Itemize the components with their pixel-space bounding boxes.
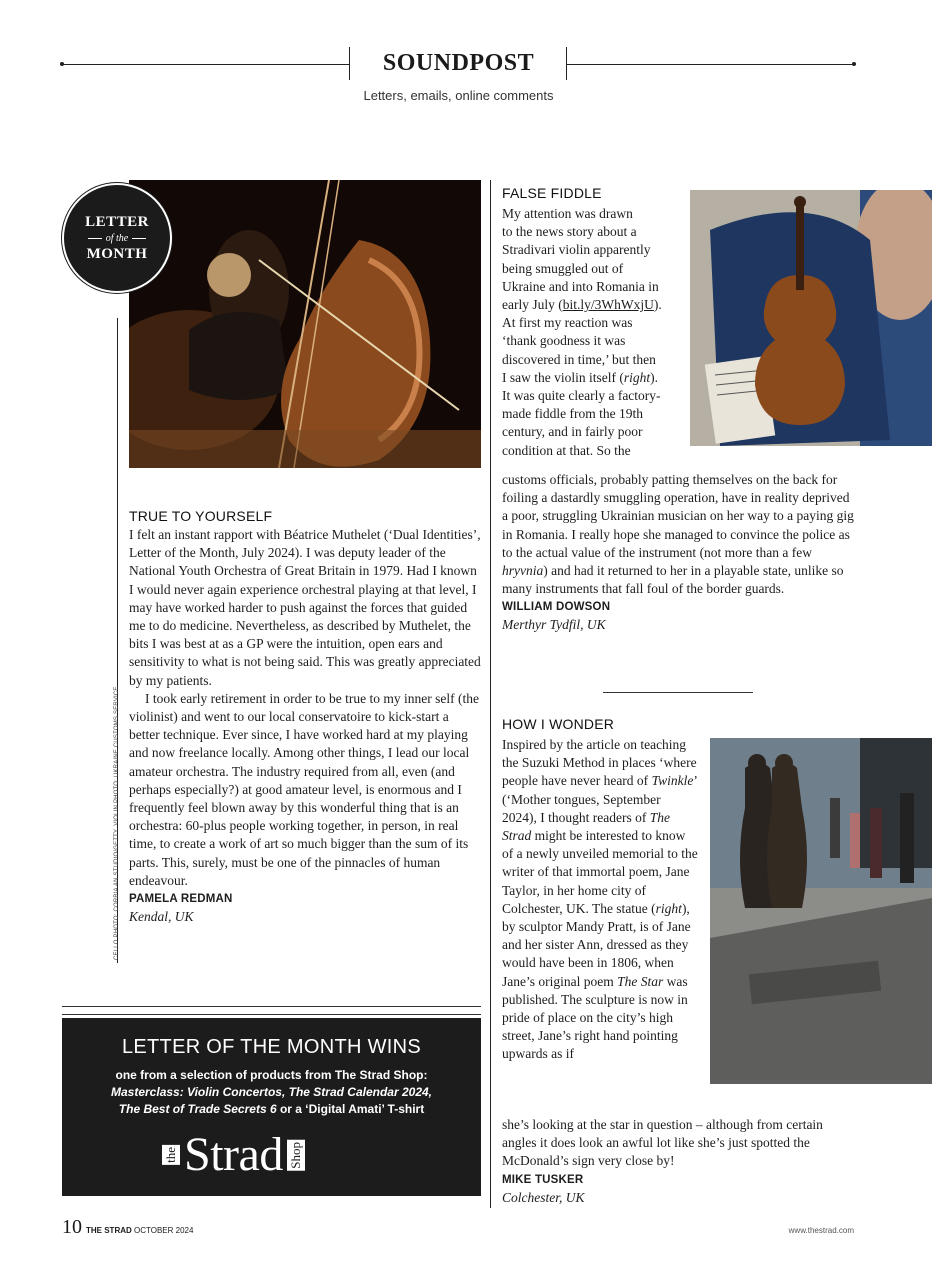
header-rule-left [62, 64, 350, 65]
photo-credit: CELLO PHOTO: CORBIA AN STUDIO/GETTY. VIOLIN PHOTO: UKRAINE CUSTOMS SERVICE [114, 686, 120, 960]
logo-shop: Shop [287, 1141, 303, 1169]
letter1-place: Kendal, UK [129, 909, 194, 925]
letter2-line: to the news story about a [502, 224, 637, 240]
letter3-author: MIKE TUSKER [502, 1173, 584, 1186]
badge-month: MONTH [86, 246, 148, 262]
header-rule-right [567, 64, 854, 65]
letter3-narrow-text: Inspired by the article on teaching the Suzuki Method in places ‘where people have never heard of Twinkle’ (‘Mother tongues, September 2024), I thought readers of The Strad might be interested to know of a newly unveiled memorial to the writer of that immortal poem, Jane Taylor, in her home city of Colchester, UK. The statue (right), by sculptor Mandy Pratt, is of Jane and her sister Ann, dressed as they would have been in 1806, when Jane’s original poem The Star was published. The sculpture is now in pride of place on the city’s high street, Jane’s right hand pointing upwards as if [502, 737, 698, 1062]
letter2-author: WILLIAM DOWSON [502, 601, 611, 614]
letter2-line: discovered in time,’ but then [502, 351, 656, 367]
the-strad-shop-logo [162, 1130, 305, 1180]
badge-of-the: of the [64, 233, 170, 244]
wins-title: LETTER OF THE MONTH WINS [121, 1036, 422, 1058]
letter3-wide-body [502, 1116, 858, 1207]
letter2-line: It was quite clearly a factory- [502, 388, 661, 404]
footer-magazine: THE STRAD OCTOBER 2024 [86, 1226, 194, 1235]
letter-of-the-month-badge [62, 183, 172, 293]
wins-line-1: one from a selection of products from The Strad Shop: [115, 1068, 428, 1082]
cello-photo [129, 180, 481, 468]
letter2-line: At first my reaction was [502, 315, 633, 331]
letter3-wide-text: she’s looking at the star in question – although from certain angles it does look an awful lot like she’s just spotted the McDonald’s sign very close by! [502, 1117, 823, 1169]
section-title: SOUNDPOST [382, 50, 535, 76]
wins-line-2: Masterclass: Violin Concertos, The Strad Calendar 2024, [111, 1085, 432, 1099]
letter3-narrow-body [502, 736, 698, 1064]
wins-line-3: The Best of Trade Secrets 6 or a ‘Digital Amati’ T-shirt [118, 1102, 425, 1116]
section-subtitle: Letters, emails, online comments [363, 88, 554, 103]
logo-strad: Strad [184, 1128, 283, 1181]
letter2-line: ‘thank goodness it was [502, 333, 626, 349]
letter2-line: made fiddle from the 19th [502, 406, 643, 422]
letter1-headline: TRUE TO YOURSELF [129, 508, 273, 524]
letter2-narrow-body [502, 205, 687, 460]
logo-the: the [163, 1147, 178, 1163]
letter2-headline: FALSE FIDDLE [502, 185, 602, 201]
letter2-line-link: early July (bit.ly/3WhWxjU). [502, 297, 662, 313]
letter2-line: being smuggled out of [502, 260, 624, 276]
letter2-line-right: I saw the violin itself (right). [502, 369, 658, 385]
letter1-para2: I took early retirement in order to be true to my inner self (the violinist) and went to our local conservatoire to kick-start a better technique. Ever since, I have worked hard at my playing and now freelance locally. Among other things, I lead our local amateur orchestra. The industry required from all, even (and perhaps especially?) at good amateur level, is enormous and I frequently feel blown away by this wonderful thing that is an orchestra: 60-plus people working together, in person, in real time, to create a work of art so much bigger than the sum of its parts. This, surely, must be one of the pinnacles of human endeavour. [129, 690, 480, 888]
letter-of-the-month-wins-box [62, 1018, 481, 1196]
badge-letter: LETTER [85, 214, 149, 230]
violin-photo [690, 190, 932, 446]
letter3-place: Colchester, UK [502, 1189, 585, 1205]
letter-divider [603, 692, 753, 693]
letter3-headline: HOW I WONDER [502, 716, 615, 732]
letter2-line: century, and in fairly poor [502, 424, 643, 440]
wins-box-top-rules [62, 1006, 481, 1015]
statue-photo [710, 738, 932, 1084]
letter1-para1: I felt an instant rapport with Béatrice Muthelet (‘Dual Identities’, Letter of the Month, July 2024). I was deputy leader of the National Youth Orchestra of Great Britain in 1979. Had I known I would never again experience orchestral playing at that level, I may have worked harder to push against the forces that guided me to do medicine. Nevertheless, as described by Muthelet, the bits I was best at as a GP were the intuition, open ears and sensitivity to what is not being said. This was greatly appreciated by my patients. [129, 527, 481, 688]
letter2-line: condition at that. So the [502, 442, 631, 458]
middle-column-rule [490, 180, 491, 1208]
letter1-body [129, 526, 481, 926]
letter2-line: My attention was drawn [502, 206, 633, 221]
header-rule-dot-right [852, 62, 856, 66]
letter2-place: Merthyr Tydfil, UK [502, 617, 606, 633]
footer-url[interactable]: www.thestrad.com [788, 1226, 854, 1235]
letter2-line: Ukraine and into Romania in [502, 278, 659, 294]
bitly-link[interactable]: bit.ly/3WhWxjU [562, 297, 654, 313]
letter2-wide-body [502, 471, 858, 634]
letter2-wide-text: customs officials, probably patting themselves on the back for foiling a dastardly smuggling operation, have in reality deprived a poor, struggling Ukrainian musician on her way to a paying gig in Romania. I really hope she managed to convince the police as to the actual value of the instrument (not more than a few hryvnia) and had it returned to her in a playable state, unlike so many instruments that fall foul of the border guards. [502, 472, 854, 597]
letter2-line: Stradivari violin apparently [502, 242, 651, 258]
page-number: 10 [62, 1216, 82, 1238]
letter1-author: PAMELA REDMAN [129, 893, 233, 906]
